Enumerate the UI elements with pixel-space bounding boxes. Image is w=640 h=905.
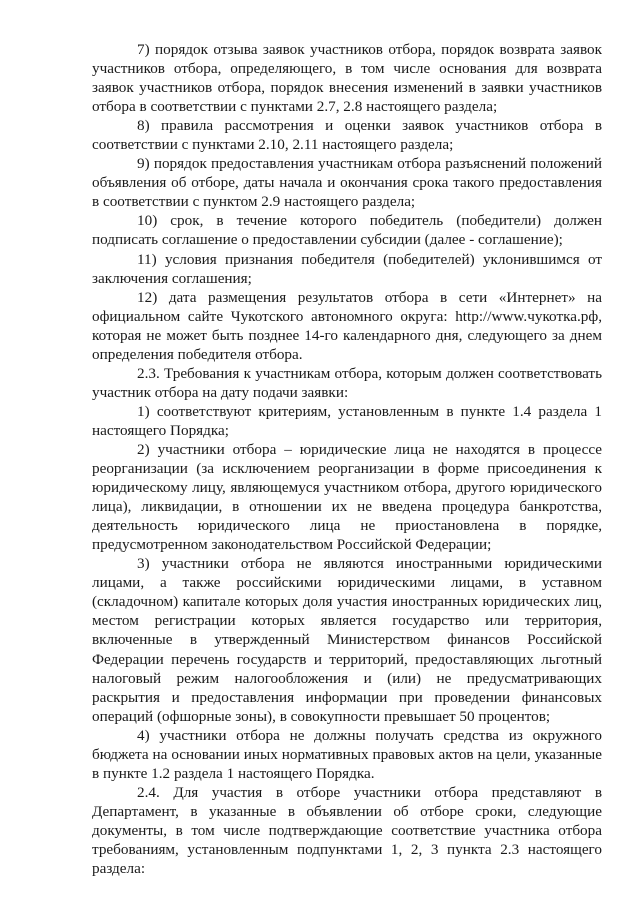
section-2-4-paragraph: 2.4. Для участия в отборе участники отбора представляют в Департамент, в указанные в объявлении об отборе сроки, следующие документы, в том числе подтверждающие соответствие участника отбора требованиям, установленным подпунктами 1, 2, 3 пункта 2.3 настоящего раздела: (92, 783, 602, 878)
paragraph-item-12: 12) дата размещения результатов отбора в сети «Интернет» на официальном сайте Чукотского автономного округа: http://www.чукотка.рф, которая не может быть позднее 14-го календарного дня, следующего за днем определения победителя отбора. (92, 288, 602, 363)
document-body (92, 40, 602, 878)
paragraph-item-8: 8) правила рассмотрения и оценки заявок участников отбора в соответствии с пунктами 2.10, 2.11 настоящего раздела; (92, 117, 602, 154)
paragraph-item-7: 7) порядок отзыва заявок участников отбора, порядок возврата заявок участников отбора, определяющего, в том числе основания для возврата заявок участников отбора, порядок внесения изменений в заявки участников отбора в соответствии с пунктами 2.7, 2.8 настоящего раздела; (92, 41, 602, 116)
paragraph-item-9: 9) порядок предоставления участникам отбора разъяснений положений объявления об отборе, даты начала и окончания срока такого предоставления в соответствии с пунктом 2.9 настоящего раздела; (92, 155, 602, 211)
requirement-item-1: 1) соответствуют критериям, установленным в пункте 1.4 раздела 1 настоящего Порядка; (92, 402, 602, 439)
paragraph-item-11: 11) условия признания победителя (победителей) уклонившимся от заключения соглашения; (92, 250, 602, 287)
requirement-item-4: 4) участники отбора не должны получать средства из окружного бюджета на основании иных нормативных правовых актов на цели, указанные в пункте 1.2 раздела 1 настоящего Порядка. (92, 726, 602, 782)
paragraph-item-10: 10) срок, в течение которого победитель (победители) должен подписать соглашение о предоставлении субсидии (далее - соглашение); (92, 212, 602, 249)
requirement-item-3: 3) участники отбора не являются иностранными юридическими лицами, а также российскими юридическими лицами, в уставном (складочном) капитале которых доля участия иностранных юридических лиц, местом регистрации которых является государство или территория, включенные в утвержденный Министерством финансов Российской Федерации перечень государств и территорий, предоставляющих льготный налоговый режим налогообложения и (или) не предусматривающих раскрытия и предоставления информации при проведении финансовых операций (офшорные зоны), в совокупности превышает 50 процентов; (92, 555, 602, 725)
section-2-3-heading: 2.3. Требования к участникам отбора, которым должен соответствовать участник отбора на дату подачи заявки: (92, 364, 602, 401)
requirement-item-2: 2) участники отбора – юридические лица не находятся в процессе реорганизации (за исключением реорганизации в форме присоединения к юридическому лицу, являющемуся участником отбора, другого юридического лица), ликвидации, в отношении их не введена процедура банкротства, деятельность юридического лица не приостановлена в порядке, предусмотренном законодательством Российской Федерации; (92, 440, 602, 554)
